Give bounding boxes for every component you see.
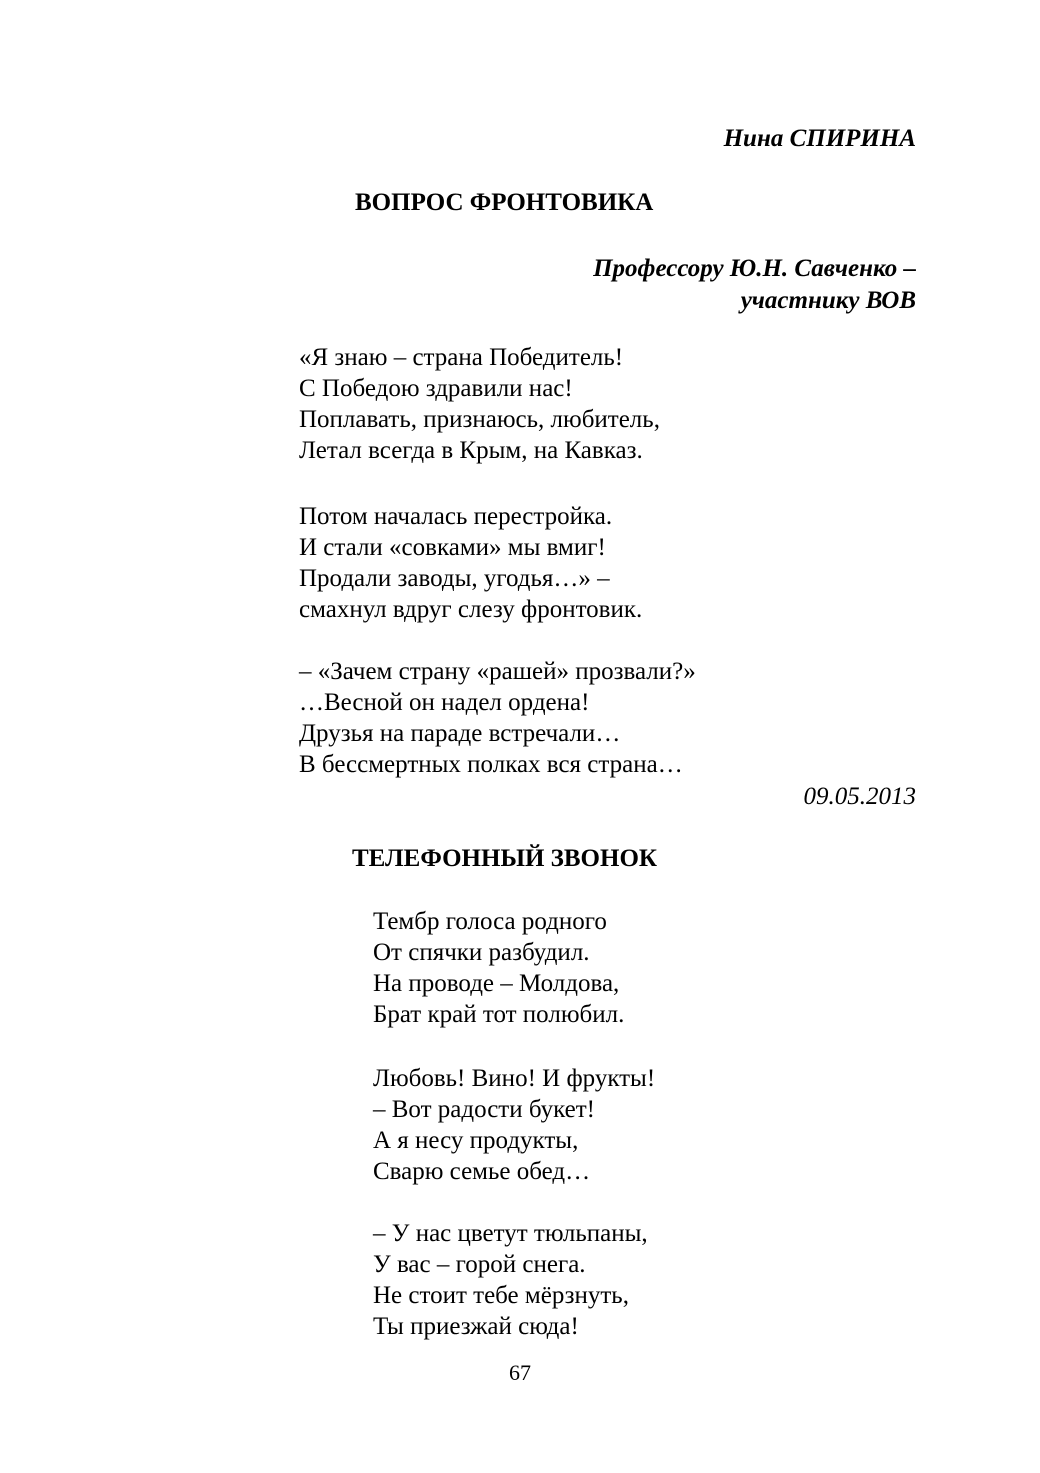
- verse-line: Не стоит тебе мёрзнуть,: [373, 1282, 629, 1309]
- verse-line: Летал всегда в Крым, на Кавказ.: [299, 437, 643, 464]
- verse-line: «Я знаю – страна Победитель!: [299, 344, 624, 371]
- stanza: [373, 1218, 648, 1342]
- verse-line: На проводе – Молдова,: [373, 970, 620, 997]
- dedication: [593, 253, 916, 317]
- verse-line: Сварю семье обед…: [373, 1158, 591, 1185]
- stanza: [373, 906, 624, 1030]
- verse-line: …Весной он надел ордена!: [299, 689, 590, 716]
- verse-line: Друзья на параде встречали…: [299, 720, 621, 747]
- verse-line: – Вот радости букет!: [373, 1096, 595, 1123]
- verse-line: В бессмертных полках вся страна…: [299, 751, 683, 778]
- verse-line: С Победою здравили нас!: [299, 375, 573, 402]
- page-number: 67: [509, 1360, 531, 1385]
- stanza: [299, 501, 642, 625]
- verse-line: И стали «совками» мы вмиг!: [299, 534, 606, 561]
- poem-title: ТЕЛЕФОННЫЙ ЗВОНОК: [352, 845, 658, 872]
- verse-line: А я несу продукты,: [373, 1127, 579, 1154]
- dedication-line: участнику ВОВ: [740, 287, 916, 314]
- poem-date: 09.05.2013: [803, 783, 916, 810]
- verse-line: У вас – горой снега.: [373, 1251, 586, 1278]
- verse-line: – У нас цветут тюльпаны,: [373, 1220, 648, 1247]
- poem-title: ВОПРОС ФРОНТОВИКА: [355, 189, 654, 216]
- verse-line: Продали заводы, угодья…» –: [299, 565, 610, 592]
- author-name: Нина СПИРИНА: [723, 125, 916, 152]
- stanza: [373, 1063, 655, 1187]
- stanza: [299, 656, 696, 780]
- dedication-line: Профессору Ю.Н. Савченко –: [593, 255, 916, 282]
- verse-line: Ты приезжай сюда!: [373, 1313, 579, 1340]
- verse-line: – «Зачем страну «рашей» прозвали?»: [299, 658, 696, 685]
- verse-line: Поплавать, признаюсь, любитель,: [299, 406, 660, 433]
- verse-line: От спячки разбудил.: [373, 939, 590, 966]
- stanza: [299, 342, 660, 466]
- verse-line: Потом началась перестройка.: [299, 503, 613, 530]
- verse-line: смахнул вдруг слезу фронтовик.: [299, 596, 643, 623]
- verse-line: Брат край тот полюбил.: [373, 1001, 625, 1028]
- verse-line: Тембр голоса родного: [373, 908, 607, 935]
- verse-line: Любовь! Вино! И фрукты!: [373, 1065, 656, 1092]
